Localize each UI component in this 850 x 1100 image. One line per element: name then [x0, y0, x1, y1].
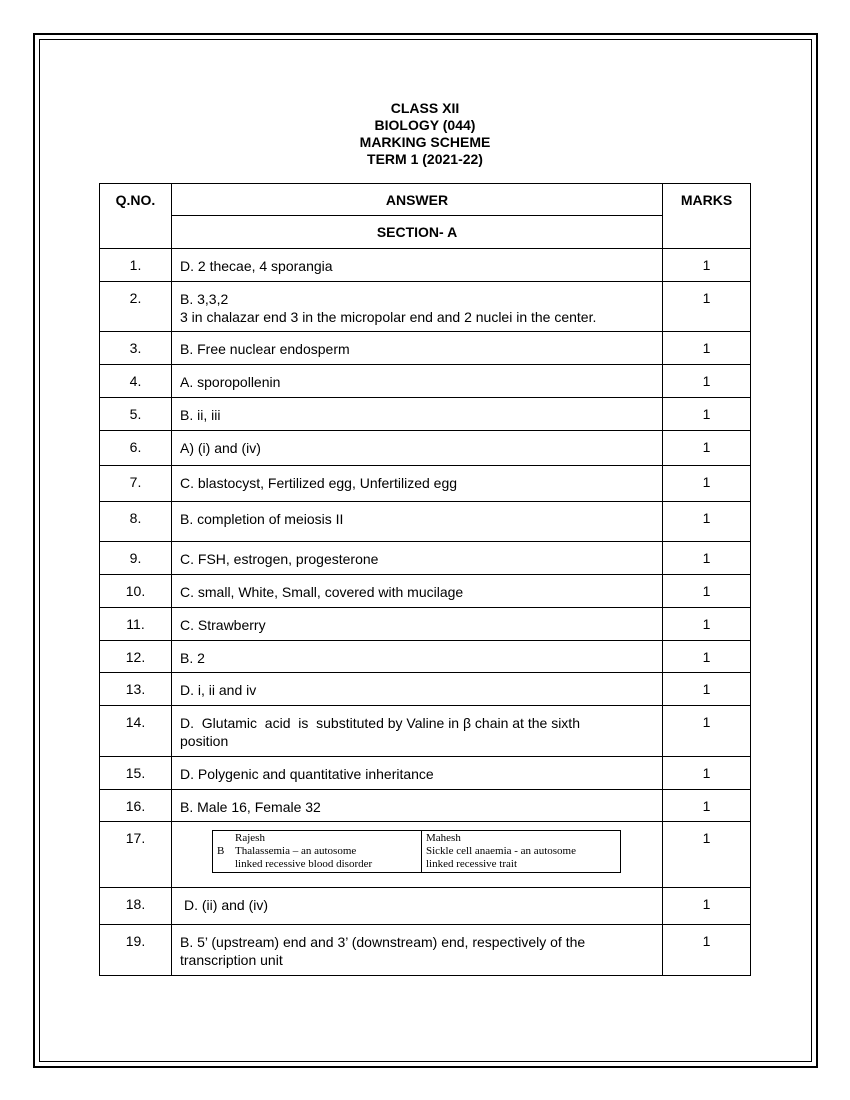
q17-left-cell — [213, 831, 422, 873]
answer-cell — [172, 641, 663, 673]
answer-cell — [172, 822, 663, 888]
marks-cell: 1 — [663, 822, 751, 888]
question-number: 1. — [100, 249, 172, 282]
question-number: 9. — [100, 542, 172, 575]
answer-cell — [172, 431, 663, 466]
marks-cell: 1 — [663, 673, 751, 706]
table-row — [100, 641, 751, 673]
q17-option: B — [217, 845, 225, 857]
table-row — [100, 542, 751, 575]
marks-cell: 1 — [663, 431, 751, 466]
answer-text: A) (i) and (iv) — [180, 440, 261, 456]
table-row — [100, 282, 751, 332]
table-row — [100, 888, 751, 925]
question-number: 6. — [100, 431, 172, 466]
answer-cell — [172, 888, 663, 925]
answer-text: B. 2 — [180, 650, 205, 666]
table-row — [100, 365, 751, 398]
answer-text: D. i, ii and iv — [180, 682, 257, 698]
table-row — [100, 431, 751, 466]
question-number: 16. — [100, 790, 172, 822]
q17-right-cell — [422, 831, 621, 873]
answer-explanation: 3 in chalazar end 3 in the micropolar end and 2 nuclei in the center. — [180, 309, 597, 325]
answer-cell — [172, 542, 663, 575]
answer-text: C. FSH, estrogen, progesterone — [180, 551, 379, 567]
answer-text: C. small, White, Small, covered with mucilage — [180, 584, 464, 600]
marks-cell: 1 — [663, 502, 751, 542]
question-number: 13. — [100, 673, 172, 706]
marks-cell: 1 — [663, 542, 751, 575]
table-row — [100, 249, 751, 282]
answer-text: D. Polygenic and quantitative inheritance — [180, 766, 434, 782]
answer-text: D. 2 thecae, 4 sporangia — [180, 258, 333, 274]
q17-left-line1: Thalassemia – an autosome — [235, 845, 357, 857]
answer-text: B. completion of meiosis II — [180, 511, 344, 527]
answer-cell — [172, 575, 663, 608]
question-number: 17. — [100, 822, 172, 888]
answer-text: B. 5’ (upstream) end and 3’ (downstream) end, respectively of the — [180, 934, 586, 950]
answer-cell — [172, 706, 663, 757]
marks-cell: 1 — [663, 365, 751, 398]
header-qno: Q.NO. — [100, 184, 172, 249]
section-row — [100, 216, 751, 249]
answer-cell — [172, 502, 663, 542]
question-number: 5. — [100, 398, 172, 431]
answer-text: D. (ii) and (iv) — [184, 897, 269, 913]
question-number: 12. — [100, 641, 172, 673]
marking-scheme-table — [99, 183, 751, 976]
marks-cell: 1 — [663, 398, 751, 431]
marks-cell: 1 — [663, 757, 751, 790]
q17-right-line2: linked recessive trait — [426, 858, 518, 870]
marks-cell: 1 — [663, 706, 751, 757]
answer-text-continued: position — [180, 733, 229, 749]
question-number: 4. — [100, 365, 172, 398]
question-number: 14. — [100, 706, 172, 757]
question-number: 3. — [100, 332, 172, 365]
table-row — [100, 757, 751, 790]
answer-cell — [172, 365, 663, 398]
answer-text: B. 3,3,2 — [180, 291, 229, 307]
marks-cell: 1 — [663, 925, 751, 976]
q17-left-line2: linked recessive blood disorder — [235, 858, 373, 870]
answer-cell — [172, 925, 663, 976]
marks-cell: 1 — [663, 888, 751, 925]
answer-text: B. Male 16, Female 32 — [180, 799, 321, 815]
answer-cell — [172, 249, 663, 282]
table-row — [100, 502, 751, 542]
question-number: 11. — [100, 608, 172, 641]
question-number: 19. — [100, 925, 172, 976]
heading-doc-type: MARKING SCHEME — [359, 134, 491, 150]
header-answer: ANSWER — [172, 184, 663, 216]
answer-text: B. Free nuclear endosperm — [180, 341, 350, 357]
document-heading — [0, 100, 850, 168]
question-number: 18. — [100, 888, 172, 925]
answer-cell — [172, 790, 663, 822]
table-row — [100, 398, 751, 431]
q17-left-head: Rajesh — [235, 832, 265, 844]
marks-cell: 1 — [663, 790, 751, 822]
marks-cell: 1 — [663, 466, 751, 502]
q17-answer-table — [212, 830, 621, 873]
answer-cell — [172, 466, 663, 502]
answer-cell — [172, 757, 663, 790]
table-row — [100, 575, 751, 608]
table-row — [100, 466, 751, 502]
answer-text: B. ii, iii — [180, 407, 221, 423]
question-number: 15. — [100, 757, 172, 790]
heading-subject: BIOLOGY (044) — [374, 117, 476, 133]
table-row — [100, 822, 751, 888]
answer-text: C. blastocyst, Fertilized egg, Unfertilized egg — [180, 475, 458, 491]
q17-right-line1: Sickle cell anaemia - an autosome — [426, 845, 576, 857]
table-row — [100, 608, 751, 641]
marks-cell: 1 — [663, 249, 751, 282]
marks-cell: 1 — [663, 641, 751, 673]
answer-text: A. sporopollenin — [180, 374, 281, 390]
answer-cell — [172, 398, 663, 431]
answer-cell — [172, 673, 663, 706]
answer-text-continued: transcription unit — [180, 952, 283, 968]
table-header-row — [100, 184, 751, 216]
table-row — [100, 332, 751, 365]
answer-text: C. Strawberry — [180, 617, 266, 633]
table-row — [100, 925, 751, 976]
table-row — [100, 790, 751, 822]
question-number: 7. — [100, 466, 172, 502]
question-number: 10. — [100, 575, 172, 608]
answer-cell — [172, 282, 663, 332]
section-label: SECTION- A — [172, 216, 663, 249]
question-number: 2. — [100, 282, 172, 332]
marks-cell: 1 — [663, 575, 751, 608]
heading-class: CLASS XII — [390, 100, 460, 116]
answer-cell — [172, 608, 663, 641]
header-marks: MARKS — [663, 184, 751, 249]
marks-cell: 1 — [663, 332, 751, 365]
table-row — [100, 673, 751, 706]
answer-text: D. Glutamic acid is substituted by Valine in β chain at the sixth — [180, 715, 580, 731]
marks-cell: 1 — [663, 608, 751, 641]
answer-cell — [172, 332, 663, 365]
question-number: 8. — [100, 502, 172, 542]
marks-cell: 1 — [663, 282, 751, 332]
q17-right-head: Mahesh — [426, 832, 461, 844]
heading-term: TERM 1 (2021-22) — [367, 151, 483, 167]
table-row — [100, 706, 751, 757]
